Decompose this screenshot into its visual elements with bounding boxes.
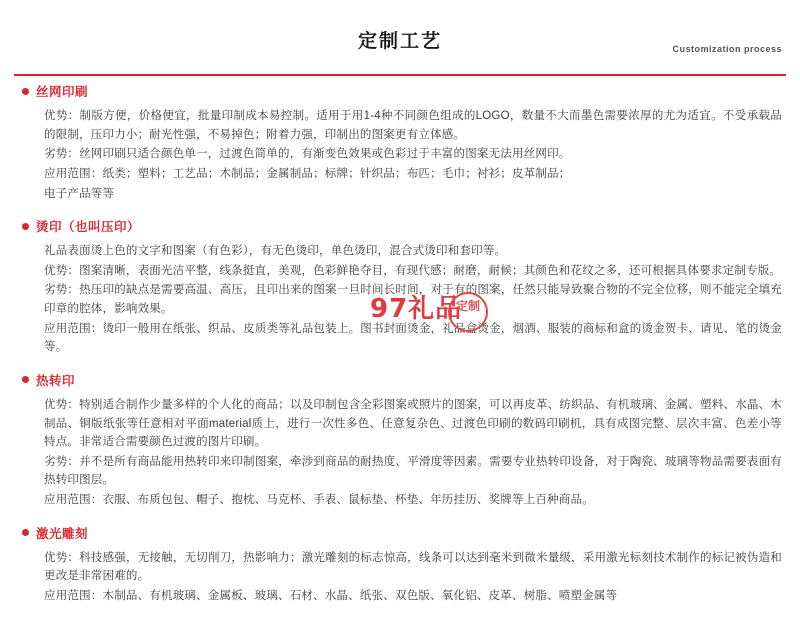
bullet-icon [22,88,29,95]
page-header [0,0,800,62]
page-title: 定制工艺 [357,31,442,52]
section-title: 激光雕刻 [36,526,89,541]
section-paragraph: 劣势：热压印的缺点是需要高温、高压，且印出来的图案一旦时间长时间，对于有的图案，任然只能导致聚合物的不完全位移，则不能完全填充印章的腔体，影响效果。 [44,284,782,315]
section-heat-transfer [22,371,782,510]
section-title: 丝网印刷 [36,85,89,99]
section-paragraph: 优势：科技感强，无接触，无切削刀，热影响力；激光雕刻的标志惊高，线条可以达到毫米到微米量级，采用激光标刻技术制作的标记被伪造和更改是非常困难的。 [44,551,782,583]
section-heading [22,371,782,389]
section-paragraph: 应用范围：纸类；塑料；工艺品；木制品；金属制品；标牌；针织品；布匹；毛巾；衬衫；皮革制品； [44,167,571,180]
bullet-icon [22,376,29,383]
bullet-icon [22,529,29,536]
section-paragraph: 礼品表面烫上色的文字和图案（有色彩），有无色烫印，单色烫印，混合式烫印和套印等。 [44,245,507,258]
bullet-icon [22,223,29,230]
section-silkscreen [22,82,782,203]
content-body [0,82,800,620]
section-paragraph: 优势：图案清晰，表面光洁平整，线条挺直，美观，色彩鲜艳夺目，有现代感；耐磨，耐候；其颜色和花纹之多，还可根据具体要求定制专版。 [44,264,782,277]
watermark-text: 97礼品 [370,294,463,324]
page-subtitle: Customization process [672,44,782,54]
section-paragraph: 劣势：丝网印刷只适合颜色单一，过渡色简单的，有渐变色效果或色彩过于丰富的图案无法用丝网印。 [44,148,571,161]
section-paragraph: 劣势：并不是所有商品能用热转印来印制图案，牵涉到商品的耐热度、平滑度等因素。需要专业热转印设备，对于陶瓷、玻璃等物品需要表面有热转印图层。 [44,455,782,487]
section-title: 热转印 [36,373,76,388]
section-title: 烫印（也叫压印） [36,220,141,235]
section-paragraph: 应用范围：衣服、布质包包、帽子、抱枕、马克杯、手表、鼠标垫、杯垫、年历挂历、奖牌等上百种商品。 [44,494,594,506]
watermark-seal: 定制 [448,292,488,332]
header-divider [14,74,786,76]
section-heading [22,217,782,235]
section-heading [22,524,782,542]
section-paragraph: 应用范围：木制品、有机玻璃、金属板、玻璃、石材、水晶、纸张、双色版、氧化铝、皮革、树脂、喷塑金属等 [44,589,618,602]
section-heading [22,82,782,100]
section-paragraph: 应用范围：烫印一般用在纸张、织品、皮质类等礼品包装上。图书封面烫金，礼品盒烫金，烟酒、服装的商标和盒的烫金贺卡、请见、笔的烫金等。 [44,322,782,354]
section-paragraph: 优势：特别适合制作少量多样的个人化的商品；以及印制包含全彩图案或照片的图案，可以再皮革、纺织品、有机玻璃、金属、塑料、水晶、木制品、铜版纸张等任意相对平面material质上，进行一次性多色、任意复杂色、过渡色印刷的数码印刷机，具有成图完整、层次丰富、色差小等特点。非常适合需要颜色过渡的图片印刷。 [44,398,782,449]
section-laser-engraving [22,524,782,606]
section-hot-stamping [22,217,782,357]
section-paragraph: 电子产品等等 [44,187,115,200]
section-paragraph: 优势：制版方便，价格便宜，批量印制成本易控制。适用于用1-4种不同颜色组成的LOGO，数量不大而墨色需要浓厚的尤为适宜。不受承载品的限制，压印力小；耐光性强，不易掉色；附着力强，印制出的图案更有立体感。 [44,110,782,141]
